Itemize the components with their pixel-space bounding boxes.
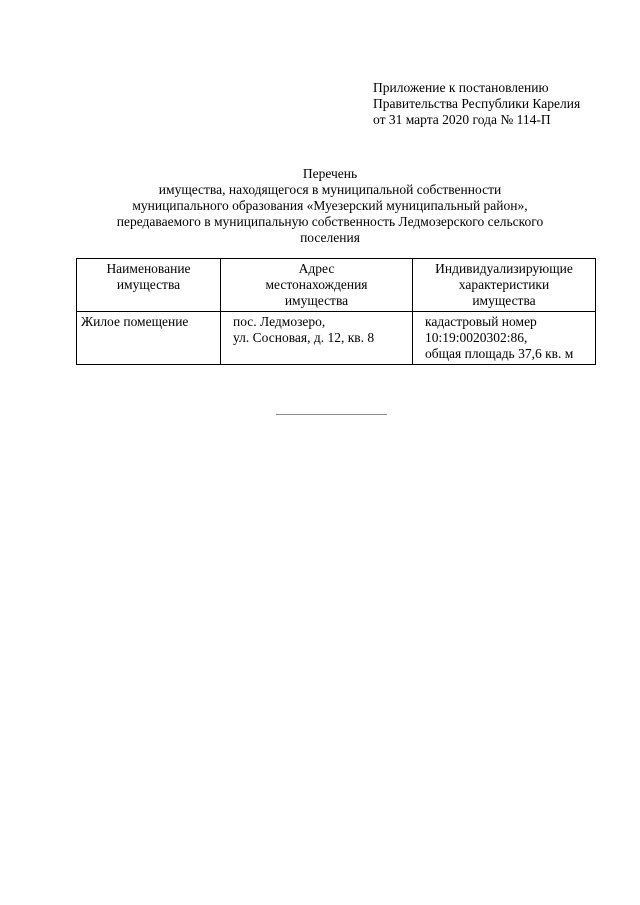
header-text: Адрес xyxy=(298,261,335,276)
header-text: имущества xyxy=(116,277,181,292)
end-divider xyxy=(276,414,387,415)
header-text: Наименование xyxy=(106,261,191,276)
header-name xyxy=(77,259,221,312)
appendix-line: от 31 марта 2020 года № 114-П xyxy=(373,112,551,127)
cell-text: Жилое помещение xyxy=(81,314,189,329)
title-line: поселения xyxy=(300,230,360,245)
appendix-header xyxy=(373,80,613,128)
cell-text: ул. Сосновая, д. 12, кв. 8 xyxy=(233,330,375,345)
header-text: Индивидуализирующие xyxy=(435,261,573,276)
appendix-line: Правительства Республики Карелия xyxy=(373,96,581,111)
header-text: характеристики xyxy=(458,277,550,292)
appendix-line: Приложение к постановлению xyxy=(373,80,549,95)
cell-text: пос. Ледмозеро, xyxy=(233,314,326,329)
cell-text: 10:19:0020302:86, xyxy=(425,330,528,345)
cell-text: общая площадь 37,6 кв. м xyxy=(425,346,574,361)
cell-characteristics xyxy=(413,312,596,365)
title-line: муниципального образования «Муезерский муниципальный район», xyxy=(132,198,528,213)
header-text: имущества xyxy=(284,293,349,308)
title-line: передаваемого в муниципальную собственность Ледмозерского сельского xyxy=(116,214,544,229)
table-header-row xyxy=(77,259,596,312)
header-characteristics xyxy=(413,259,596,312)
header-text: местонахождения xyxy=(265,277,368,292)
table-row xyxy=(77,312,596,365)
cell-address xyxy=(221,312,413,365)
title-line: Перечень xyxy=(302,166,358,181)
title-line: имущества, находящегося в муниципальной собственности xyxy=(158,182,502,197)
cell-text: кадастровый номер xyxy=(425,314,537,329)
header-address xyxy=(221,259,413,312)
header-text: имущества xyxy=(472,293,536,308)
cell-property-name xyxy=(77,312,221,365)
document-title xyxy=(80,166,580,246)
property-table xyxy=(76,258,596,365)
